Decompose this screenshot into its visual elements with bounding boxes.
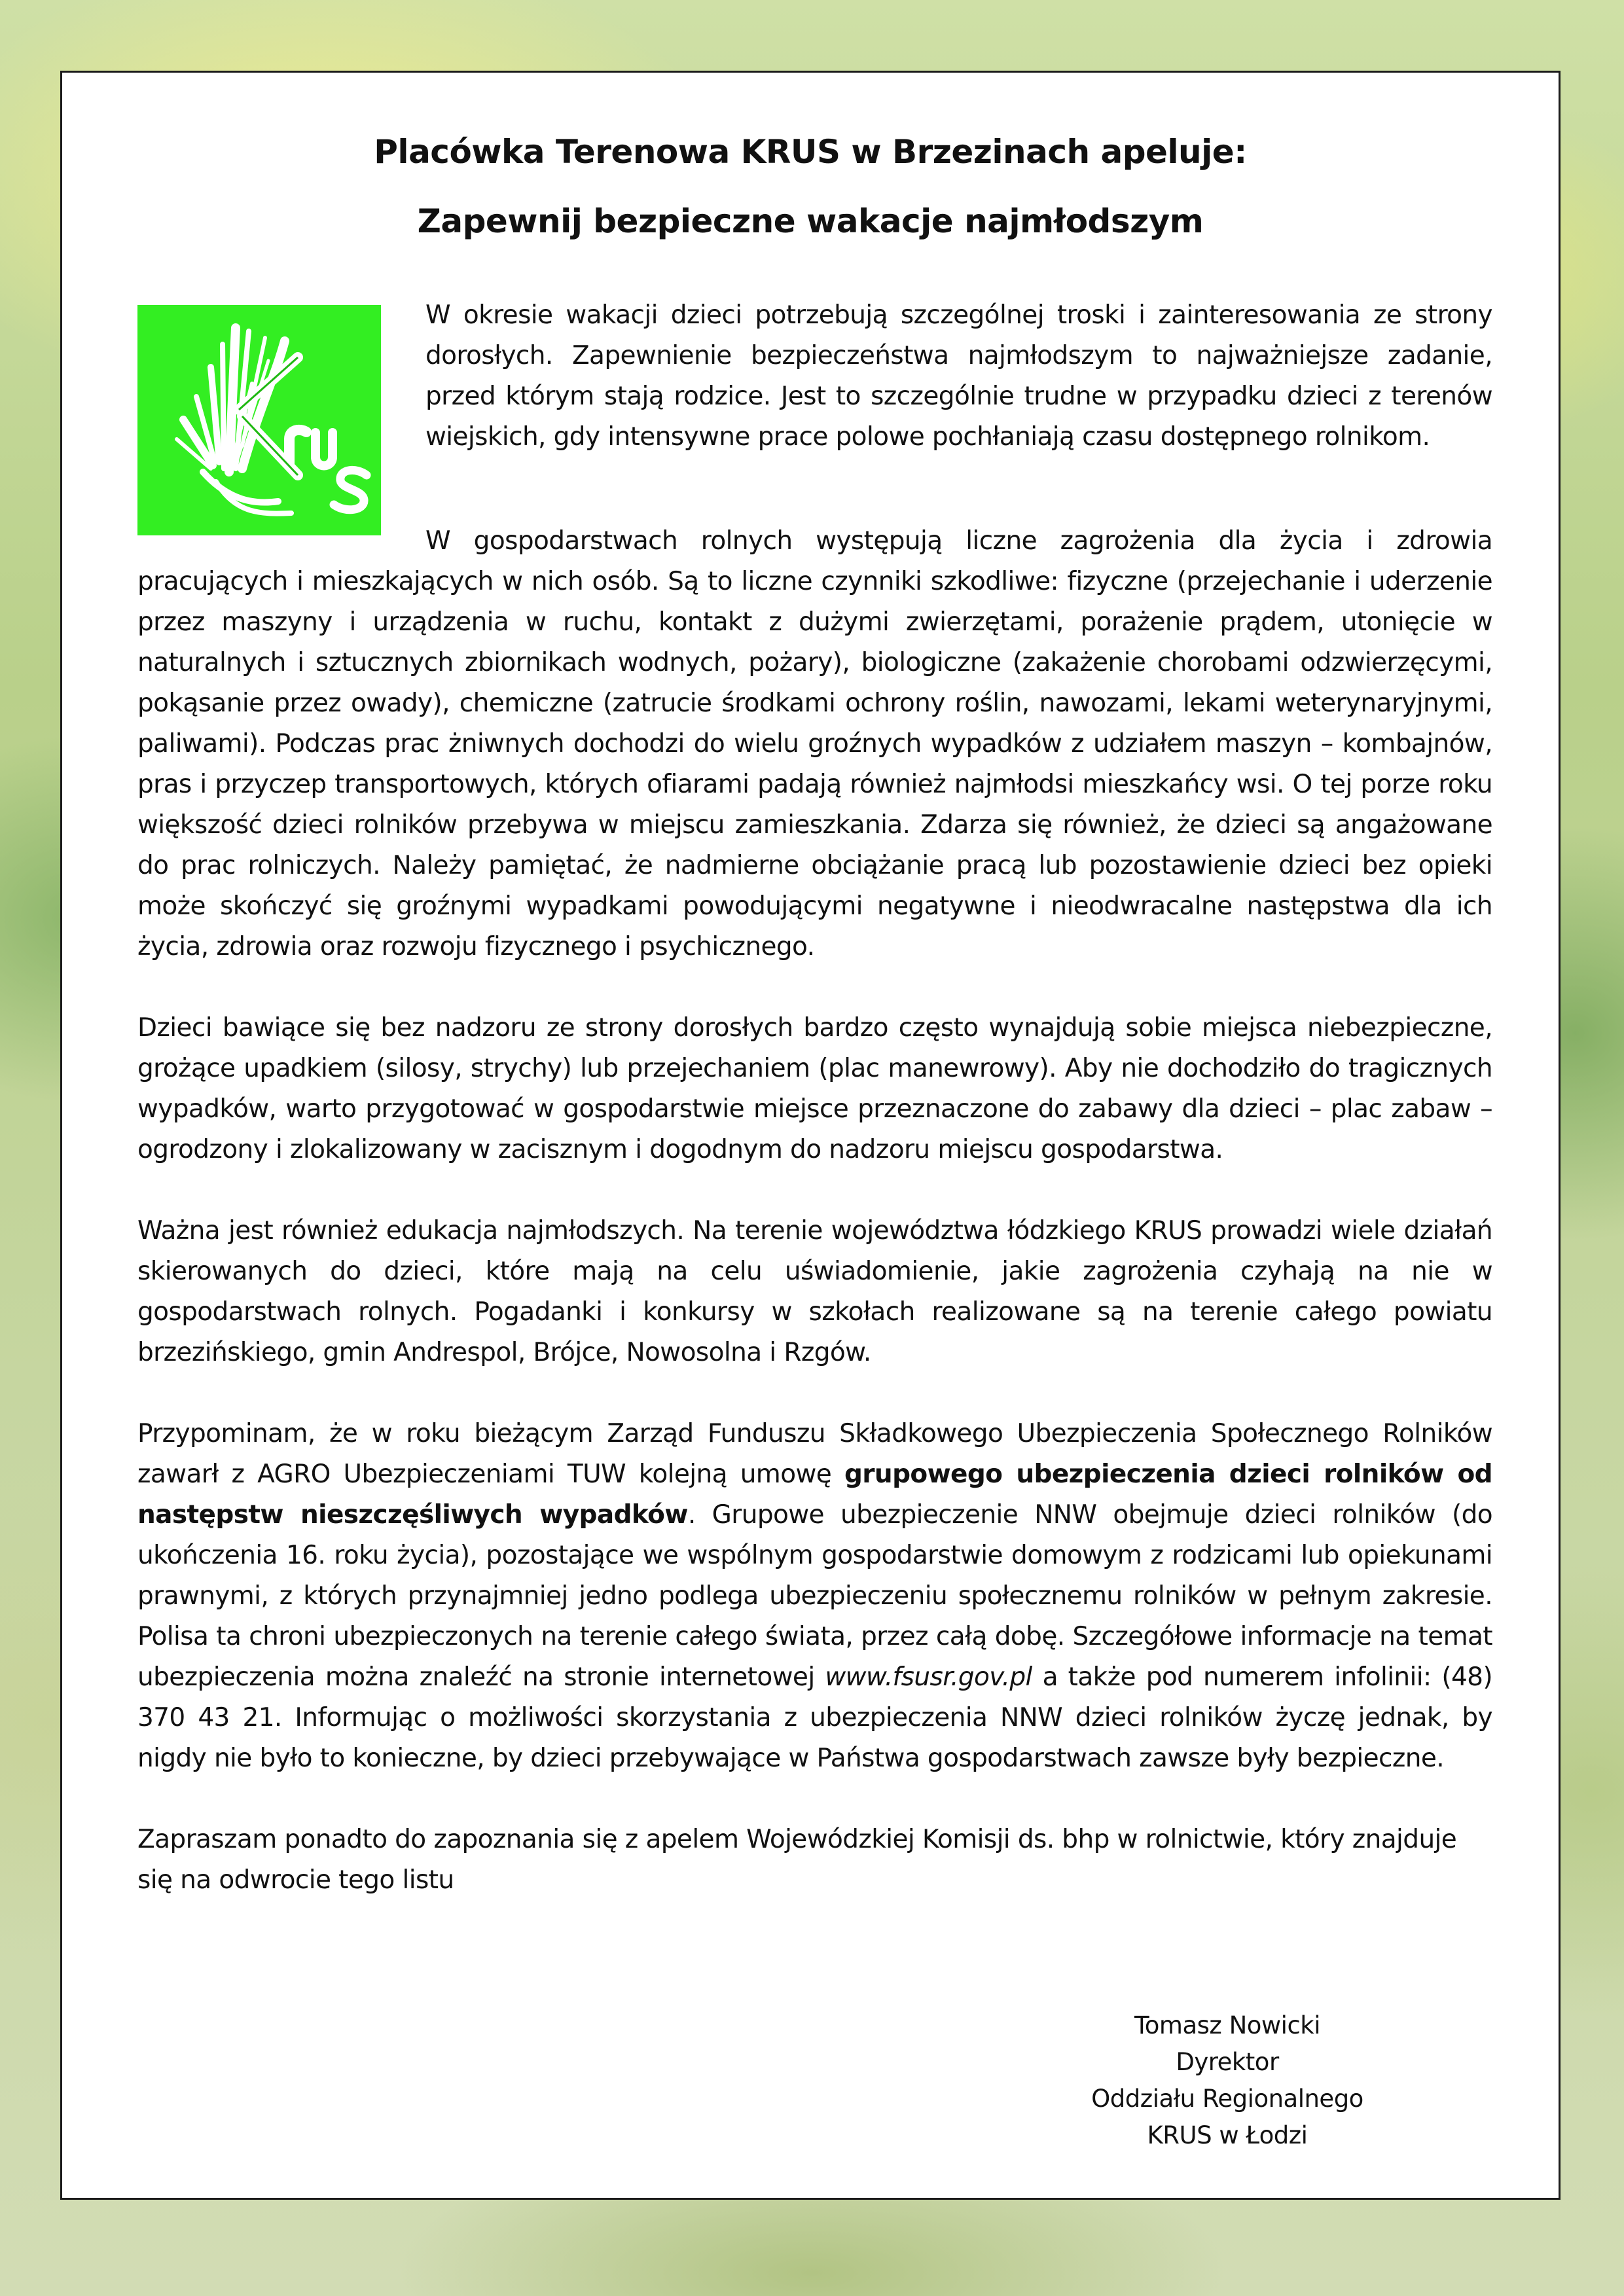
paragraph-2-text: W gospodarstwach rolnych występują liczne zagrożenia dla życia i zdrowia pracujących i mieszkających w nich osób. Są to liczne czynniki szkodliwe: fizyczne (przejechanie i uderzenie przez maszyny i urządzenia w ruchu, kontakt z dużymi zwierzętami, porażenie prądem, utonięcie w naturalnych i sztucznych zbiornikach wodnych, pożary), biologiczne (zakażenie chorobami odzwierzęcymi, pokąsanie przez owady), chemiczne (zatrucie środkami ochrony roślin, nawozami, lekami weterynaryjnymi, paliwami). Podczas prac żniwnych dochodzi do wielu groźnych wypadków z udziałem maszyn – kombajnów, pras i przyczep transportowych, których ofiarami padają również najmłodsi mieszkańcy wsi. O tej porze roku większość dzieci rolników przebywa w miejscu zamieszkania. Zdarza się również, że dzieci są angażowane do prac rolniczych. Należy pamiętać, że nadmierne obciążanie pracą lub pozostawienie dzieci bez opieki może skończyć się groźnymi wypadkami powodującymi negatywne i nieodwracalne następstwa dla ich życia, zdrowia oraz rozwoju fizycznego i psychicznego. bbox=[137, 526, 1492, 961]
website-link[interactable]: www.fsusr.gov.pl bbox=[825, 1662, 1032, 1692]
paragraph-5-part-b: . Grupowe ubezpieczenie NNW obejmuje dzieci rolników (do ukończenia 16. roku życia), pozostające we wspólnym gospodarstwie domowym z rodzicami lub opiekunami prawnymi, z których przynajmniej jedno podlega ubezpieczeniu społecznemu rolników w pełnym zakresie. Polisa ta chroni ubezpieczonych na terenie całego świata, przez całą dobę. Szczegółowe informacje na temat ubezpieczenia można znaleźć na stronie internetowej bbox=[137, 1500, 1493, 1692]
insurance-emphasis: grupowego ubezpieczenia dzieci rolników od następstw nieszczęśliwych wypadków bbox=[137, 1460, 1492, 1530]
paragraph-5-text bbox=[137, 1414, 1492, 1779]
paragraph-1-text: W okresie wakacji dzieci potrzebują szczególnej troski i zainteresowania ze strony dorosłych. Zapewnienie bezpieczeństwa najmłodszym to najważniejsze zadanie, przed którym stają rodzice. Jest to szczególnie trudne w przypadku dzieci z terenów wiejskich, gdy intensywne prace polowe pochłaniają czasu dostępnego rolnikom. bbox=[425, 300, 1492, 452]
page-title: Placówka Terenowa KRUS w Brzezinach apeluje: bbox=[374, 133, 1247, 171]
signature-org: KRUS w Łodzi bbox=[1147, 2121, 1308, 2149]
letter-body bbox=[137, 521, 1492, 1901]
krus-logo-icon bbox=[137, 305, 381, 535]
signature-role: Dyrektor bbox=[1176, 2048, 1279, 2076]
paragraph-4-text: Ważna jest również edukacja najmłodszych. Na terenie województwa łódzkiego KRUS prowadzi wiele działań skierowanych do dzieci, które mają na celu uświadomienie, jakie zagrożenia czyhają na nie w gospodarstwach rolnych. Pogadanki i konkursy w szkołach realizowane są na terenie całego powiatu brzezińskiego, gmin Andrespol, Brójce, Nowosolna i Rzgów. bbox=[137, 1216, 1492, 1367]
signature-unit: Oddziału Regionalnego bbox=[1091, 2085, 1363, 2113]
paragraph-5-part-a: Przypominam, że w roku bieżącym Zarząd Funduszu Składkowego Ubezpieczenia Społecznego Rolników zawarł z AGRO Ubezpieczeniami TUW kolejną umowę bbox=[137, 1419, 1492, 1489]
paragraph-5-part-c: a także pod numerem infolinii: (48) 370 43 21. Informując o możliwości skorzystania z ubezpieczenia NNW dzieci rolników życzę jednak, by nigdy nie było to konieczne, by dzieci przebywające w Państwa gospodarstwach zawsze były bezpieczne. bbox=[137, 1662, 1492, 1773]
krus-logo bbox=[137, 305, 381, 535]
paragraph-6-text: Zapraszam ponadto do zapoznania się z apelem Wojewódzkiej Komisji ds. bhp w rolnictwie, który znajduje się na odwrocie tego listu bbox=[137, 1825, 1457, 1895]
signature-block bbox=[1031, 2007, 1424, 2154]
page-subtitle: Zapewnij bezpieczne wakacje najmłodszym bbox=[417, 202, 1204, 240]
signature-name: Tomasz Nowicki bbox=[1134, 2011, 1321, 2039]
paragraph-intro bbox=[425, 295, 1492, 457]
letter-sheet bbox=[60, 71, 1561, 2200]
paragraph-3-text: Dzieci bawiące się bez nadzoru ze strony dorosłych bardzo często wynajdują sobie miejsca niebezpieczne, grożące upadkiem (silosy, strychy) lub przejechaniem (plac manewrowy). Aby nie dochodziło do tragicznych wypadków, warto przygotować w gospodarstwie miejsce przeznaczone do zabawy dla dzieci – plac zabaw – ogrodzony i zlokalizowany w zacisznym i dogodnym do nadzoru miejscu gospodarstwa. bbox=[137, 1013, 1492, 1164]
